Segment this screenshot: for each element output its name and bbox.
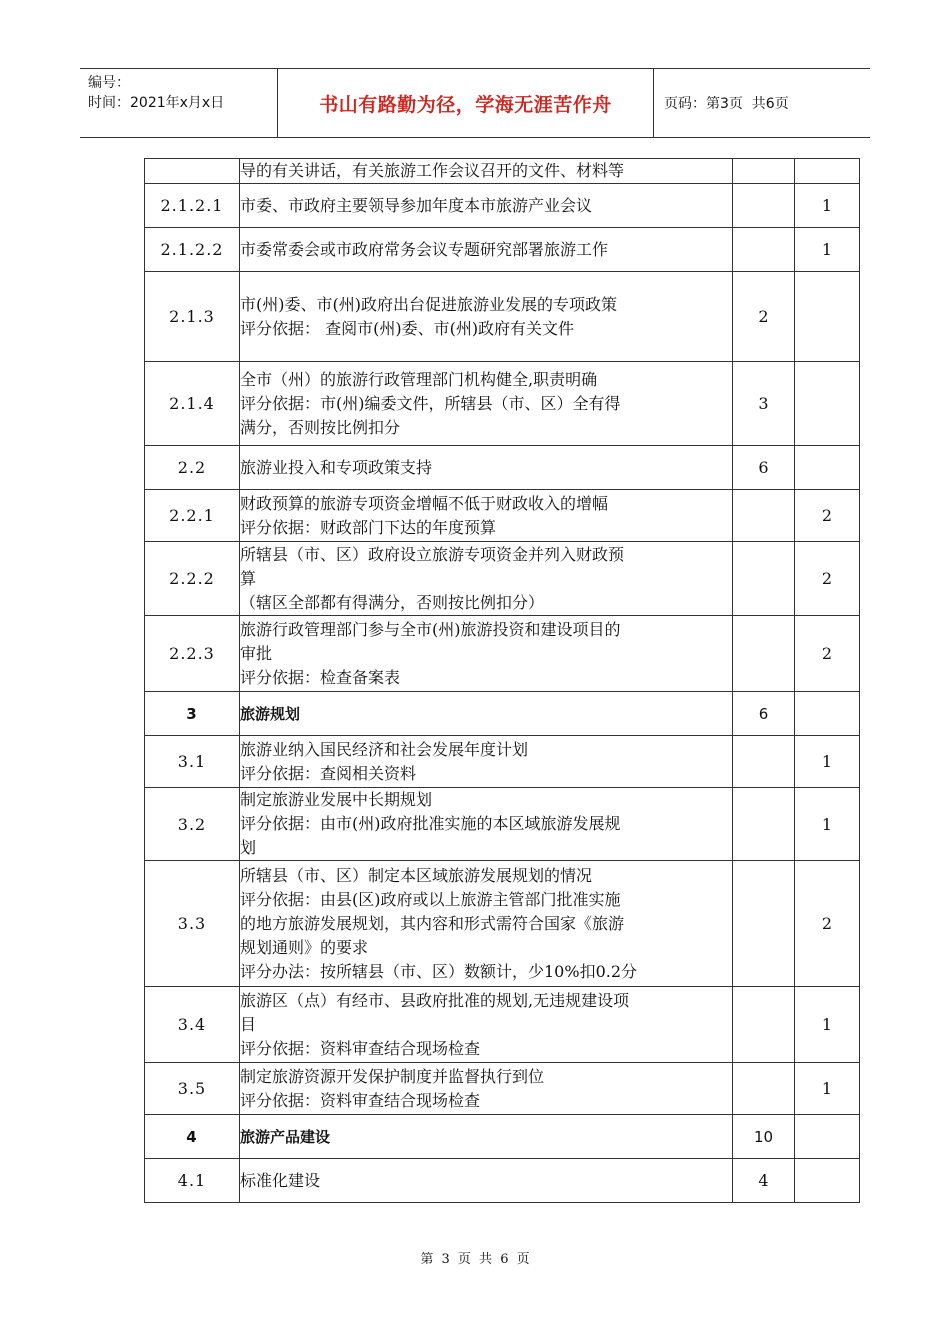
header-meta — [80, 69, 278, 137]
description-line: 旅游规划 — [240, 704, 301, 723]
item-number — [145, 159, 240, 184]
description-line: 评分依据：由县(区)政府或以上旅游主管部门批准实施 — [240, 889, 621, 909]
description-line: 全市（州）的旅游行政管理部门机构健全,职责明确 — [240, 369, 598, 389]
item-number: 3.2 — [145, 788, 240, 861]
document-number-label: 编号： — [88, 75, 130, 91]
item-score: 10 — [733, 1115, 795, 1159]
evaluation-table — [144, 158, 860, 1203]
item-sub-score — [795, 362, 860, 446]
item-score — [733, 788, 795, 861]
item-sub-score: 2 — [795, 490, 860, 542]
item-description — [240, 490, 733, 542]
item-number: 2.2.3 — [145, 616, 240, 692]
description-line: 算 — [240, 568, 257, 588]
description-line: 目 — [240, 1014, 257, 1034]
item-score — [733, 184, 795, 228]
item-score: 2 — [733, 272, 795, 362]
item-number: 3 — [145, 692, 240, 736]
item-number: 3.5 — [145, 1063, 240, 1115]
item-number: 2.1.4 — [145, 362, 240, 446]
item-number: 2.1.2.2 — [145, 228, 240, 272]
item-sub-score — [795, 1159, 860, 1203]
header-motto: 书山有路勤为径，学海无涯苦作舟 — [278, 69, 654, 137]
item-number: 2.2 — [145, 446, 240, 490]
item-sub-score: 1 — [795, 184, 860, 228]
description-line: 标准化建设 — [240, 1170, 321, 1190]
description-line: 旅游产品建设 — [240, 1127, 331, 1146]
table-row — [145, 362, 860, 446]
table-row — [145, 861, 860, 987]
item-description — [240, 987, 733, 1063]
description-line: 规划通则》的要求 — [240, 937, 369, 957]
item-description — [240, 184, 733, 228]
description-line: 旅游业纳入国民经济和社会发展年度计划 — [240, 739, 529, 759]
item-description — [240, 616, 733, 692]
description-line: 划 — [240, 838, 257, 857]
description-line: 旅游区（点）有经市、县政府批准的规划,无违规建设项 — [240, 990, 630, 1010]
description-line: 导的有关讲话，有关旅游工作会议召开的文件、材料等 — [240, 161, 625, 180]
description-line: 市委、市政府主要领导参加年度本市旅游产业会议 — [240, 195, 593, 215]
item-score — [733, 542, 795, 616]
description-line: 满分，否则按比例扣分 — [240, 417, 401, 437]
description-line: 评分依据：市(州)编委文件，所辖县（市、区）全有得 — [240, 393, 621, 413]
item-score — [733, 736, 795, 788]
table-row — [145, 272, 860, 362]
item-number: 2.2.1 — [145, 490, 240, 542]
item-score — [733, 987, 795, 1063]
item-description — [240, 159, 733, 184]
description-line: 评分依据： 查阅市(州)委、市(州)政府有关文件 — [240, 318, 575, 338]
description-line: 评分依据：由市(州)政府批准实施的本区域旅游发展规 — [240, 814, 621, 833]
description-line: 制定旅游业发展中长期规划 — [240, 790, 433, 809]
description-line: 财政预算的旅游专项资金增幅不低于财政收入的增幅 — [240, 493, 609, 513]
table-row — [145, 736, 860, 788]
item-score — [733, 616, 795, 692]
table-row — [145, 1159, 860, 1203]
item-sub-score: 1 — [795, 1063, 860, 1115]
item-description — [240, 736, 733, 788]
table-row — [145, 788, 860, 861]
page-info-text: 页码：第3页 共6页 — [664, 96, 789, 112]
item-score — [733, 228, 795, 272]
description-line: 的地方旅游发展规划，其内容和形式需符合国家《旅游 — [240, 913, 625, 933]
item-number: 3.1 — [145, 736, 240, 788]
description-line: 市委常委会或市政府常务会议专题研究部署旅游工作 — [240, 239, 609, 259]
item-description — [240, 272, 733, 362]
description-line: 市(州)委、市(州)政府出台促进旅游业发展的专项政策 — [240, 294, 617, 314]
description-line: 评分依据：财政部门下达的年度预算 — [240, 517, 497, 537]
description-line: 审批 — [240, 643, 273, 663]
description-line: 旅游业投入和专项政策支持 — [240, 457, 433, 477]
item-sub-score: 2 — [795, 861, 860, 987]
description-line: （辖区全部都有得满分，否则按比例扣分） — [240, 592, 545, 612]
description-line: 制定旅游资源开发保护制度并监督执行到位 — [240, 1066, 545, 1086]
evaluation-table-body — [145, 159, 860, 1203]
table-row — [145, 228, 860, 272]
item-score — [733, 861, 795, 987]
item-sub-score: 1 — [795, 788, 860, 861]
table-row — [145, 1115, 860, 1159]
item-description — [240, 362, 733, 446]
description-line: 所辖县（市、区）制定本区域旅游发展规划的情况 — [240, 865, 593, 885]
item-description — [240, 788, 733, 861]
item-sub-score — [795, 1115, 860, 1159]
item-sub-score — [795, 692, 860, 736]
table-row — [145, 184, 860, 228]
item-number: 2.1.3 — [145, 272, 240, 362]
table-row — [145, 987, 860, 1063]
item-sub-score — [795, 159, 860, 184]
item-score — [733, 159, 795, 184]
item-description — [240, 861, 733, 987]
description-line: 所辖县（市、区）政府设立旅游专项资金并列入财政预 — [240, 544, 625, 564]
item-score: 6 — [733, 692, 795, 736]
table-row — [145, 1063, 860, 1115]
item-score: 6 — [733, 446, 795, 490]
item-sub-score — [795, 272, 860, 362]
item-number: 4.1 — [145, 1159, 240, 1203]
item-description — [240, 692, 733, 736]
item-description — [240, 1159, 733, 1203]
item-description — [240, 446, 733, 490]
table-row — [145, 446, 860, 490]
item-sub-score: 1 — [795, 736, 860, 788]
item-sub-score: 1 — [795, 987, 860, 1063]
item-description — [240, 542, 733, 616]
description-line: 评分依据：资料审查结合现场检查 — [240, 1090, 481, 1110]
description-line: 评分办法：按所辖县（市、区）数额计，少10%扣0.2分 — [240, 961, 638, 981]
item-number: 3.3 — [145, 861, 240, 987]
page-footer: 第 3 页 共 6 页 — [420, 1252, 530, 1267]
item-description — [240, 228, 733, 272]
item-description — [240, 1115, 733, 1159]
table-row — [145, 692, 860, 736]
document-date: 时间：2021年x月x日 — [88, 95, 225, 111]
item-sub-score — [795, 446, 860, 490]
item-score: 3 — [733, 362, 795, 446]
description-line: 旅游行政管理部门参与全市(州)旅游投资和建设项目的 — [240, 619, 621, 639]
item-sub-score: 1 — [795, 228, 860, 272]
table-row — [145, 490, 860, 542]
table-row — [145, 159, 860, 184]
item-score: 4 — [733, 1159, 795, 1203]
page-header — [80, 68, 870, 138]
item-number: 2.1.2.1 — [145, 184, 240, 228]
item-score — [733, 1063, 795, 1115]
description-line: 评分依据：检查备案表 — [240, 667, 401, 687]
description-line: 评分依据：资料审查结合现场检查 — [240, 1038, 481, 1058]
item-number: 3.4 — [145, 987, 240, 1063]
item-sub-score: 2 — [795, 616, 860, 692]
header-page-info — [654, 69, 870, 137]
item-score — [733, 490, 795, 542]
item-sub-score: 2 — [795, 542, 860, 616]
item-number: 2.2.2 — [145, 542, 240, 616]
table-row — [145, 616, 860, 692]
table-row — [145, 542, 860, 616]
description-line: 评分依据：查阅相关资料 — [240, 763, 417, 783]
item-description — [240, 1063, 733, 1115]
item-number: 4 — [145, 1115, 240, 1159]
